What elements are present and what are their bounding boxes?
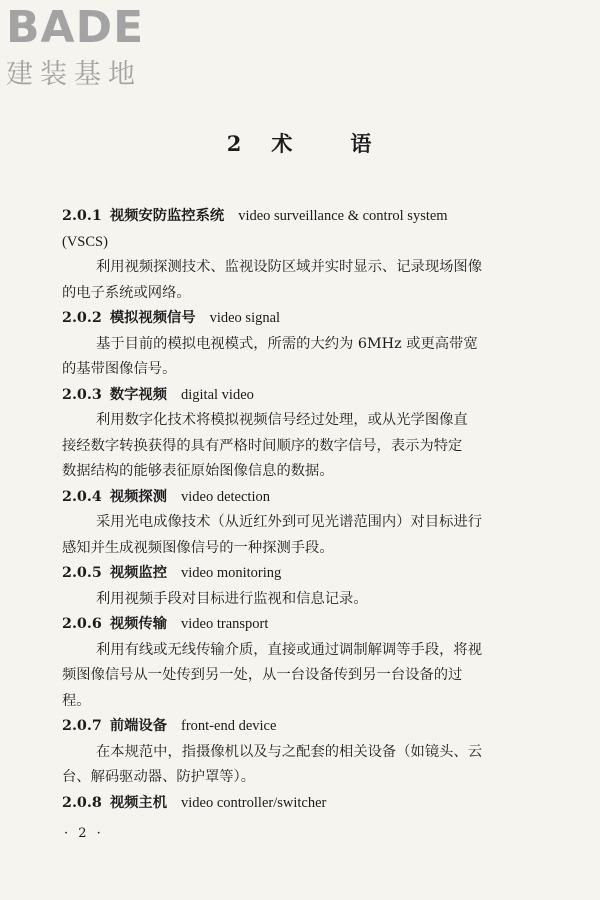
term-english: video detection bbox=[181, 488, 270, 505]
terms-content bbox=[62, 204, 552, 816]
term-description: 台、解码驱动器、防护罩等）。 bbox=[62, 769, 256, 785]
term-description: 在本规范中，指摄像机以及与之配套的相关设备（如镜头、云 bbox=[96, 743, 483, 760]
term-description: 的基带图像信号。 bbox=[62, 361, 177, 377]
term-chinese: 前端设备 bbox=[109, 718, 167, 734]
term-number: 2.0.7 bbox=[62, 718, 102, 734]
bade-logo bbox=[6, 4, 181, 96]
term-chinese: 视频探测 bbox=[109, 488, 167, 505]
term-description: 频图像信号从一处传到另一处，从一台设备传到另一台设备的过 bbox=[62, 667, 463, 683]
term-english: video surveillance & control system bbox=[238, 208, 448, 224]
logo-subtitle: 建装基地 bbox=[6, 59, 142, 90]
term-chinese: 视频传输 bbox=[109, 616, 167, 632]
term-description: 基于目前的模拟电视模式，所需的大约为 6MHz 或更高带宽 bbox=[96, 335, 478, 352]
term-description: 数据结构的能够表征原始图像信息的数据。 bbox=[62, 463, 334, 479]
term-description: 程。 bbox=[62, 692, 91, 709]
page-number: · 2 · bbox=[64, 826, 104, 841]
term-number: 2.0.3 bbox=[62, 386, 102, 403]
term-number: 2.0.6 bbox=[62, 616, 102, 632]
term-english: video transport bbox=[181, 616, 269, 632]
term-heading bbox=[62, 204, 552, 230]
term-description: 感知并生成视频图像信号的一种探测手段。 bbox=[62, 539, 334, 556]
term-number: 2.0.8 bbox=[62, 794, 102, 811]
term-description: 利用有线或无线传输介质，直接或通过调制解调等手段，将视 bbox=[96, 641, 483, 658]
logo-wordmark: BADE bbox=[6, 2, 145, 53]
term-english: front-end device bbox=[181, 718, 277, 734]
term-heading bbox=[62, 612, 552, 638]
term-description: 的电子系统或网络。 bbox=[62, 284, 191, 301]
term-heading bbox=[62, 714, 552, 740]
term-chinese: 视频监控 bbox=[109, 565, 167, 581]
term-number: 2.0.5 bbox=[62, 565, 102, 581]
term-english: video controller/switcher bbox=[181, 794, 327, 811]
term-heading bbox=[62, 383, 552, 409]
term-chinese: 视频主机 bbox=[109, 794, 167, 811]
term-description: 利用数字化技术将模拟视频信号经过处理，或从光学图像直 bbox=[96, 412, 468, 428]
term-description: 利用视频手段对目标进行监视和信息记录。 bbox=[96, 590, 368, 607]
term-heading bbox=[62, 485, 552, 511]
term-english-continued: (VSCS) bbox=[62, 233, 108, 250]
term-english: video monitoring bbox=[181, 565, 282, 581]
term-chinese: 模拟视频信号 bbox=[109, 310, 196, 326]
chapter-title-part2: 语 bbox=[350, 131, 374, 156]
chapter-title bbox=[0, 128, 600, 158]
term-number: 2.0.2 bbox=[62, 310, 102, 326]
term-heading bbox=[62, 561, 552, 587]
term-chinese: 数字视频 bbox=[109, 386, 167, 403]
term-english: digital video bbox=[181, 386, 254, 403]
term-number: 2.0.1 bbox=[62, 208, 102, 224]
term-chinese: 视频安防监控系统 bbox=[109, 208, 225, 224]
term-english: video signal bbox=[209, 310, 281, 326]
term-heading bbox=[62, 791, 552, 817]
term-number: 2.0.4 bbox=[62, 488, 102, 505]
chapter-number: 2 bbox=[226, 131, 244, 156]
term-description: 利用视频探测技术、监视设防区域并实时显示、记录现场图像 bbox=[96, 259, 483, 275]
term-description: 采用光电成像技术（从近红外到可见光谱范围内）对目标进行 bbox=[96, 514, 483, 530]
chapter-title-part1: 术 bbox=[271, 131, 295, 156]
term-description: 接经数字转换获得的具有严格时间顺序的数字信号，表示为特定 bbox=[62, 437, 463, 454]
term-heading bbox=[62, 306, 552, 332]
